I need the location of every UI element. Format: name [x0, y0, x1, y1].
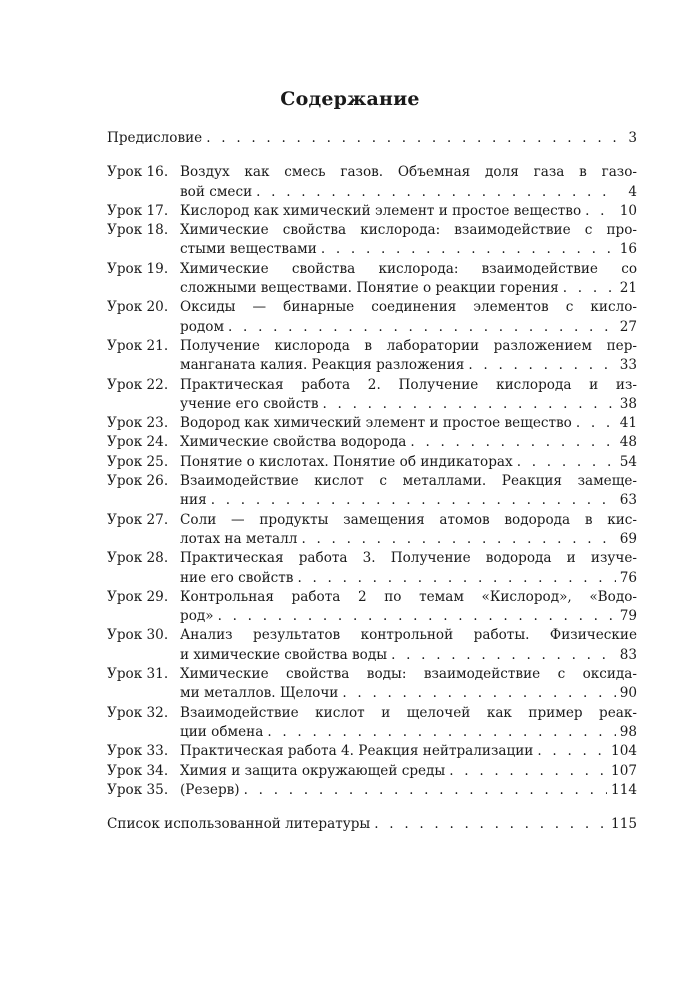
lesson-number: Урок 24.: [107, 434, 169, 451]
lesson-body: [180, 163, 637, 202]
lesson-title-line: манганата калия. Реакция разложения: [180, 357, 465, 374]
lesson-page: 41: [619, 415, 637, 432]
dot-leader: [563, 279, 616, 298]
lesson-page: 33: [619, 357, 637, 374]
toc-entry-lesson[interactable]: [107, 588, 637, 627]
toc-entry-lesson[interactable]: [107, 626, 637, 665]
lesson-title-line: родом: [180, 318, 225, 335]
lesson-title-line: учение его свойств: [180, 395, 319, 412]
dot-leader: [206, 129, 617, 148]
toc-entry-lesson[interactable]: [107, 453, 637, 472]
lesson-page: 79: [619, 608, 637, 625]
dot-leader: [585, 202, 616, 221]
lesson-title-line: Химические свойства водорода: [180, 434, 407, 451]
toc-entry-lesson[interactable]: [107, 762, 637, 781]
lesson-body: [180, 221, 637, 260]
lesson-body: [180, 511, 637, 550]
toc-entry-bibliography[interactable]: [107, 815, 637, 834]
lesson-body: [180, 781, 637, 800]
lesson-page: 104: [611, 743, 637, 760]
lesson-number: Урок 28.: [107, 550, 169, 567]
lesson-title-line: ции обмена: [180, 723, 264, 740]
lesson-number: Урок 33.: [107, 743, 169, 760]
lesson-number: Урок 21.: [107, 337, 169, 354]
dot-leader: [267, 723, 615, 742]
toc-entry-lesson[interactable]: [107, 298, 637, 337]
lesson-body: [180, 742, 637, 761]
lesson-body: [180, 433, 637, 452]
lesson-title-line: Соли — продукты замещения атомов водорода в кис-: [180, 511, 637, 528]
toc-entry-lesson[interactable]: [107, 376, 637, 415]
lesson-number: Урок 17.: [107, 202, 169, 219]
lesson-title-line: стыми веществами: [180, 241, 317, 258]
section-spacer: [107, 800, 637, 815]
lesson-title-line: Практическая работа 4. Реакция нейтрализации: [180, 743, 534, 760]
lesson-number: Урок 32.: [107, 704, 169, 721]
section-spacer: [107, 148, 637, 163]
lesson-body: [180, 260, 637, 299]
dot-leader: [301, 530, 615, 549]
lesson-number: Урок 18.: [107, 222, 169, 239]
lesson-title-line: Оксиды — бинарные соединения элементов с кисло-: [180, 299, 637, 316]
dot-leader: [342, 684, 615, 703]
lesson-title-line: Практическая работа 3. Получение водорода и изуче-: [180, 550, 637, 567]
lesson-page: 83: [619, 646, 637, 663]
lesson-title-line: (Резерв): [180, 781, 240, 798]
lesson-title-line: Взаимодействие кислот с металлами. Реакция замеще-: [180, 473, 637, 490]
lesson-page: 54: [619, 453, 637, 470]
dot-leader: [410, 433, 615, 452]
dot-leader: [321, 240, 616, 259]
entry-page: 3: [628, 130, 637, 146]
lesson-page: 107: [611, 762, 637, 779]
lesson-body: [180, 298, 637, 337]
lesson-title-line: Воздух как смесь газов. Объемная доля газа в газо-: [180, 164, 637, 181]
lesson-page: 38: [619, 395, 637, 412]
lesson-page: 21: [619, 280, 637, 297]
lesson-page: 10: [619, 202, 637, 219]
lesson-title-line: ние его свойств: [180, 569, 294, 586]
toc-entry-lesson[interactable]: [107, 337, 637, 376]
lesson-number: Урок 16.: [107, 164, 169, 181]
toc-entry-lesson[interactable]: [107, 742, 637, 761]
lesson-number: Урок 26.: [107, 473, 169, 490]
toc-entry-lesson[interactable]: [107, 704, 637, 743]
dot-leader: [211, 491, 616, 510]
toc-entry-lesson[interactable]: [107, 665, 637, 704]
toc-entry-lesson[interactable]: [107, 549, 637, 588]
lesson-body: [180, 626, 637, 665]
lesson-body: [180, 472, 637, 511]
lesson-title-line: и химические свойства воды: [180, 646, 388, 663]
dot-leader: [244, 781, 607, 800]
lesson-number: Урок 25.: [107, 453, 169, 470]
toc-entry-lesson[interactable]: [107, 433, 637, 452]
lesson-body: [180, 704, 637, 743]
toc-entry-lesson[interactable]: [107, 414, 637, 433]
dot-leader: [468, 356, 615, 375]
toc-entry-lesson[interactable]: [107, 221, 637, 260]
lesson-page: 27: [619, 318, 637, 335]
toc-entry-lesson[interactable]: [107, 472, 637, 511]
lesson-title-line: сложными веществами. Понятие о реакции горения: [180, 280, 559, 297]
lesson-title-line: род»: [180, 608, 214, 625]
dot-leader: [537, 742, 607, 761]
dot-leader: [297, 569, 615, 588]
lesson-body: [180, 202, 637, 221]
lesson-number: Урок 20.: [107, 299, 169, 316]
dot-leader: [576, 414, 616, 433]
dot-leader: [323, 395, 616, 414]
dot-leader: [218, 607, 616, 626]
toc-entry-lesson[interactable]: [107, 781, 637, 800]
lesson-page: 90: [619, 685, 637, 702]
lesson-title-line: Получение кислорода в лаборатории разложением пер-: [180, 337, 637, 354]
lesson-title-line: Химические свойства кислорода: взаимодействие с про-: [180, 222, 637, 239]
dot-leader: [449, 762, 607, 781]
lesson-page: 4: [628, 183, 637, 200]
toc-entry-preface[interactable]: [107, 129, 637, 148]
lesson-body: [180, 414, 637, 433]
lesson-body: [180, 453, 637, 472]
lesson-title-line: Взаимодействие кислот и щелочей как пример реак-: [180, 704, 637, 721]
lesson-title-line: Химические свойства кислорода: взаимодействие со: [180, 260, 637, 277]
toc-entry-lesson[interactable]: [107, 260, 637, 299]
lesson-page: 63: [619, 492, 637, 509]
toc-entry-lesson[interactable]: [107, 163, 637, 202]
lesson-body: [180, 376, 637, 415]
lesson-title-line: Практическая работа 2. Получение кислорода и из-: [180, 376, 637, 393]
entry-page: 115: [611, 816, 637, 833]
lesson-body: [180, 762, 637, 781]
lesson-body: [180, 549, 637, 588]
dot-leader: [374, 815, 607, 834]
lesson-title-line: ния: [180, 492, 207, 509]
lesson-title-line: Водород как химический элемент и простое вещество: [180, 415, 572, 432]
lesson-body: [180, 665, 637, 704]
lesson-list: [107, 163, 637, 800]
page-title: Содержание: [280, 88, 420, 110]
lesson-number: Урок 34.: [107, 762, 169, 779]
lesson-title-line: Химия и защита окружающей среды: [180, 762, 446, 779]
lesson-title-line: Химические свойства воды: взаимодействие с оксида-: [180, 666, 637, 683]
lesson-title-line: лотах на металл: [180, 530, 298, 547]
lesson-number: Урок 27.: [107, 511, 169, 528]
lesson-page: 48: [619, 434, 637, 451]
table-of-contents: [107, 129, 637, 834]
lesson-page: 98: [619, 723, 637, 740]
lesson-page: 16: [619, 241, 637, 258]
lesson-number: Урок 30.: [107, 627, 169, 644]
lesson-number: Урок 22.: [107, 376, 169, 393]
lesson-page: 114: [611, 781, 637, 798]
lesson-page: 69: [619, 530, 637, 547]
dot-leader: [391, 646, 616, 665]
lesson-title-line: Контрольная работа 2 по темам «Кислород», «Водо-: [180, 588, 637, 605]
lesson-number: Урок 23.: [107, 415, 169, 432]
lesson-title-line: ми металлов. Щелочи: [180, 685, 339, 702]
entry-title: Предисловие: [107, 130, 203, 146]
entry-title: Список использованной литературы: [107, 816, 371, 833]
lesson-number: Урок 19.: [107, 260, 169, 277]
lesson-number: Урок 29.: [107, 588, 169, 605]
dot-leader: [256, 183, 617, 202]
dot-leader: [228, 318, 616, 337]
dot-leader: [517, 453, 616, 472]
lesson-title-line: Кислород как химический элемент и простое вещество: [180, 202, 582, 219]
lesson-title-line: Анализ результатов контрольной работы. Физические: [180, 627, 637, 644]
toc-entry-lesson[interactable]: [107, 202, 637, 221]
toc-entry-lesson[interactable]: [107, 511, 637, 550]
lesson-title-line: Понятие о кислотах. Понятие об индикаторах: [180, 453, 513, 470]
lesson-number: Урок 35.: [107, 781, 169, 798]
lesson-number: Урок 31.: [107, 666, 169, 683]
lesson-title-line: вой смеси: [180, 183, 253, 200]
lesson-body: [180, 588, 637, 627]
lesson-body: [180, 337, 637, 376]
lesson-page: 76: [619, 569, 637, 586]
